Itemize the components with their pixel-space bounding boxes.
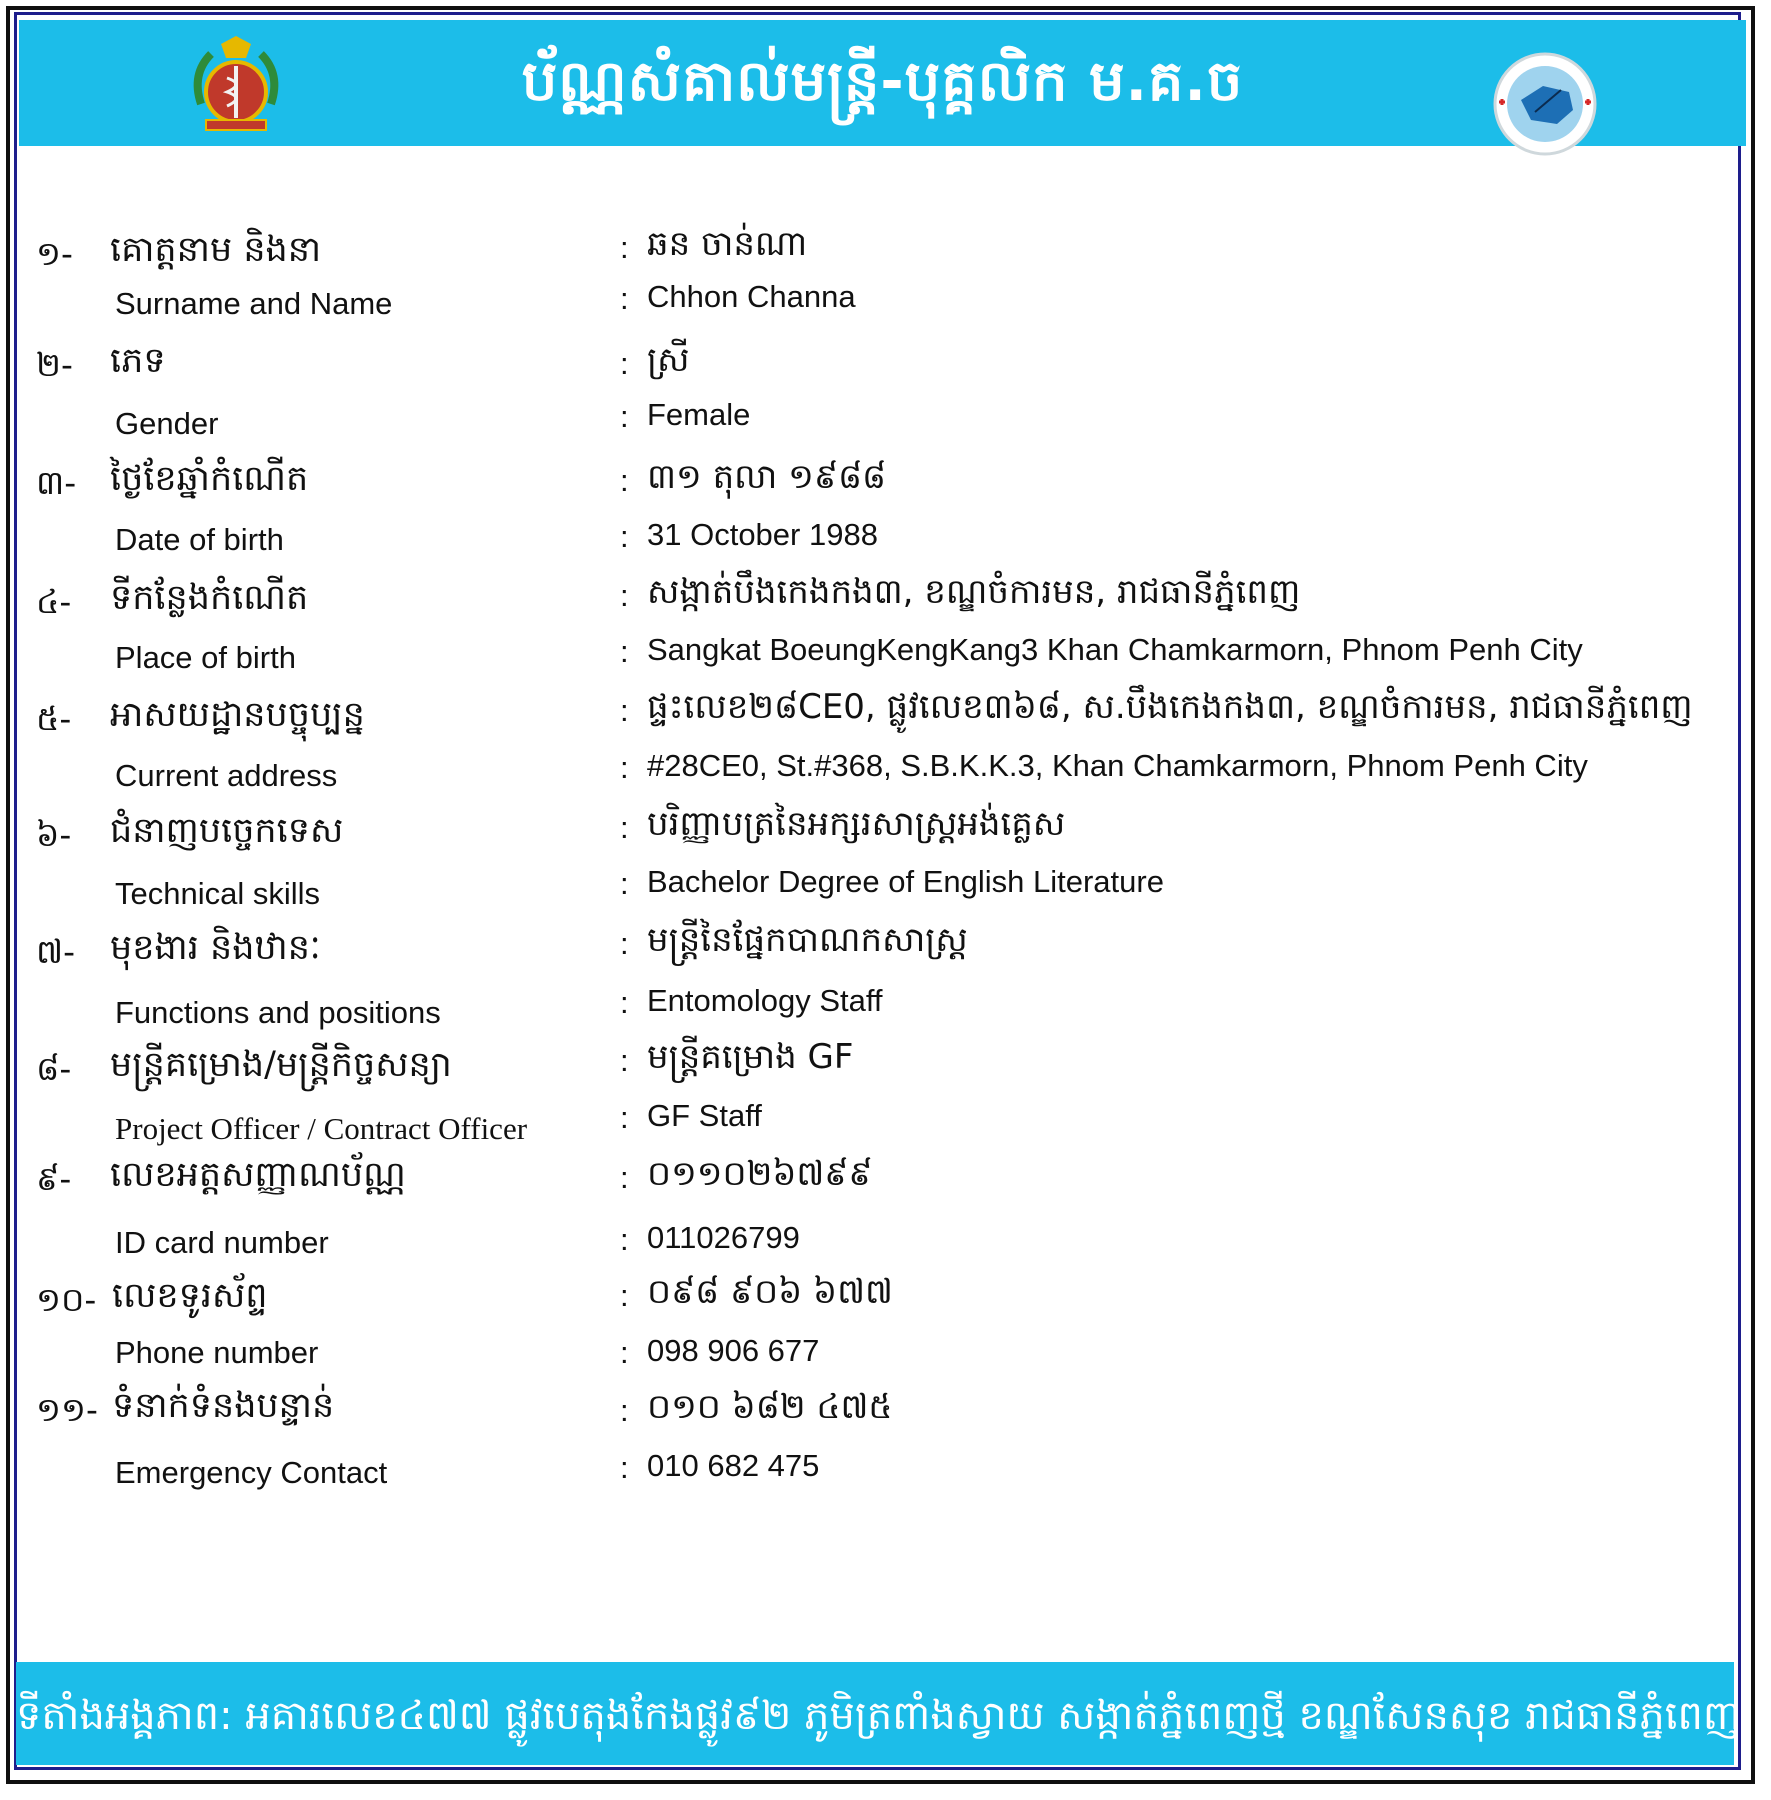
field-label-en: Date of birth bbox=[115, 522, 284, 557]
field-colon: : bbox=[620, 463, 629, 498]
field-label-en: Gender bbox=[115, 406, 219, 441]
field-label-en: Functions and positions bbox=[115, 995, 441, 1030]
field-value-kh: ៣១ តុលា ១៩៨៨ bbox=[647, 457, 887, 497]
field-label-kh: គោត្តនាម និងនា bbox=[110, 230, 322, 270]
field-value-kh: ឆន ចាន់ណា bbox=[647, 224, 808, 264]
field-value-en: 010 682 475 bbox=[647, 1448, 820, 1483]
field-label-kh: មុខងារ និងឋានៈ bbox=[110, 928, 321, 968]
field-colon: : bbox=[620, 1335, 629, 1370]
field-label-kh: មន្ត្រីគម្រោង/មន្ត្រីកិច្ចសន្យា bbox=[110, 1045, 452, 1085]
field-colon: : bbox=[620, 519, 629, 554]
field-number: ៥- bbox=[36, 699, 72, 738]
field-value-en: Female bbox=[647, 397, 751, 432]
field-number: ៧- bbox=[36, 932, 75, 971]
field-label-kh: លេខទូរស័ព្ទ bbox=[112, 1276, 268, 1316]
field-number: ៨- bbox=[36, 1049, 72, 1088]
field-label-kh: ទីកន្លែងកំណើត bbox=[110, 578, 309, 618]
field-number: ៣- bbox=[36, 463, 77, 502]
card-footer bbox=[16, 1662, 1741, 1765]
field-value-en: Chhon Channa bbox=[647, 279, 856, 314]
field-value-en: Sangkat BoeungKengKang3 Khan Chamkarmorn, Phnom Penh City bbox=[647, 632, 1583, 667]
field-number: ១- bbox=[36, 234, 73, 273]
field-colon: : bbox=[620, 399, 629, 434]
field-label-kh: ភេទ bbox=[110, 341, 166, 381]
field-value-kh: សង្កាត់បឹងកេងកង៣, ខណ្ឌចំការមន, រាជធានីភ្នំពេញ bbox=[647, 572, 1301, 612]
field-colon: : bbox=[620, 866, 629, 901]
field-label-en: Current address bbox=[115, 758, 338, 793]
field-colon: : bbox=[620, 810, 629, 845]
cnm-center-seal-icon bbox=[1491, 50, 1599, 158]
field-value-en: Entomology Staff bbox=[647, 983, 883, 1018]
field-number: ១១- bbox=[36, 1390, 98, 1429]
footer-address: ទីតាំងអង្គភាព: អគារលេខ៤៧៧ ផ្លូវបេតុងកែងផ្លូវ៩២ ភូមិត្រពាំងស្វាយ សង្កាត់ភ្នំពេញថ្មី ខណ្ឌសែនសុខ រាជធានីភ្នំពេញ bbox=[16, 1693, 1741, 1739]
field-label-en: Phone number bbox=[115, 1335, 319, 1370]
field-value-kh: ០១១០២៦៧៩៩ bbox=[647, 1154, 873, 1194]
field-label-en: Project Officer / Contract Officer bbox=[115, 1111, 528, 1146]
field-value-kh: បរិញ្ញាបត្រនៃអក្សរសាស្រ្តអង់គ្លេស bbox=[647, 804, 1066, 844]
field-colon: : bbox=[620, 1043, 629, 1078]
field-value-en: GF Staff bbox=[647, 1098, 762, 1133]
field-value-en: 31 October 1988 bbox=[647, 517, 878, 552]
field-value-en: 011026799 bbox=[647, 1220, 800, 1255]
field-value-en: #28CE0, St.#368, S.B.K.K.3, Khan Chamkarmorn, Phnom Penh City bbox=[647, 748, 1588, 783]
field-label-kh: ទំនាក់ទំនងបន្ទាន់ bbox=[112, 1386, 335, 1426]
field-value-en: 098 906 677 bbox=[647, 1333, 820, 1368]
field-colon: : bbox=[620, 1278, 629, 1313]
field-colon: : bbox=[620, 1100, 629, 1135]
field-value-kh: ស្រី bbox=[647, 340, 690, 380]
field-number: ៩- bbox=[36, 1159, 72, 1198]
field-label-en: Technical skills bbox=[115, 876, 321, 911]
field-colon: : bbox=[620, 281, 629, 316]
field-label-en: Place of birth bbox=[115, 640, 296, 675]
field-value-en: Bachelor Degree of English Literature bbox=[647, 864, 1164, 899]
field-colon: : bbox=[620, 1450, 629, 1485]
field-value-kh: ផ្ទះលេខ២៨CE0, ផ្លូវលេខ៣៦៨, ស.បឹងកេងកង៣, ខណ្ឌចំការមន, រាជធានីភ្នំពេញ bbox=[647, 687, 1693, 727]
field-colon: : bbox=[620, 693, 629, 728]
field-value-kh: មន្ត្រីនៃផ្នែកបាណកសាស្រ្ត bbox=[647, 920, 968, 960]
field-colon: : bbox=[620, 346, 629, 381]
card-header bbox=[19, 20, 1746, 146]
field-colon: : bbox=[620, 1160, 629, 1195]
field-value-kh: មន្ត្រីគម្រោង GF bbox=[647, 1037, 854, 1077]
field-value-kh: ០៩៨ ៩០៦ ៦៧៧ bbox=[647, 1272, 893, 1312]
field-value-kh: ០១០ ៦៨២ ៤៧៥ bbox=[647, 1387, 893, 1427]
field-colon: : bbox=[620, 926, 629, 961]
field-label-kh: អាសយដ្ឋានបច្ចុប្បន្ន bbox=[110, 695, 365, 735]
field-label-en: Emergency Contact bbox=[115, 1455, 388, 1490]
field-number: ២- bbox=[36, 345, 73, 384]
field-label-kh: ថ្ងៃខែឆ្នាំកំណើត bbox=[110, 459, 309, 499]
field-colon: : bbox=[620, 578, 629, 613]
field-label-kh: លេខអត្តសញ្ញាណប័ណ្ណ bbox=[110, 1155, 406, 1195]
field-number: ៦- bbox=[36, 815, 72, 854]
field-label-en: ID card number bbox=[115, 1225, 329, 1260]
field-label-kh: ជំនាញបច្ចេកទេស bbox=[110, 811, 344, 851]
field-colon: : bbox=[620, 1393, 629, 1428]
field-colon: : bbox=[620, 985, 629, 1020]
field-label-en: Surname and Name bbox=[115, 286, 393, 321]
field-colon: : bbox=[620, 1222, 629, 1257]
field-number: ៤- bbox=[36, 582, 72, 621]
field-colon: : bbox=[620, 750, 629, 785]
field-colon: : bbox=[620, 634, 629, 669]
card-title: ប័ណ្ណសំគាល់មន្ត្រី-បុគ្គលិក ម.គ.ច bbox=[521, 49, 1244, 114]
field-number: ១០- bbox=[36, 1280, 97, 1319]
field-colon: : bbox=[620, 230, 629, 265]
